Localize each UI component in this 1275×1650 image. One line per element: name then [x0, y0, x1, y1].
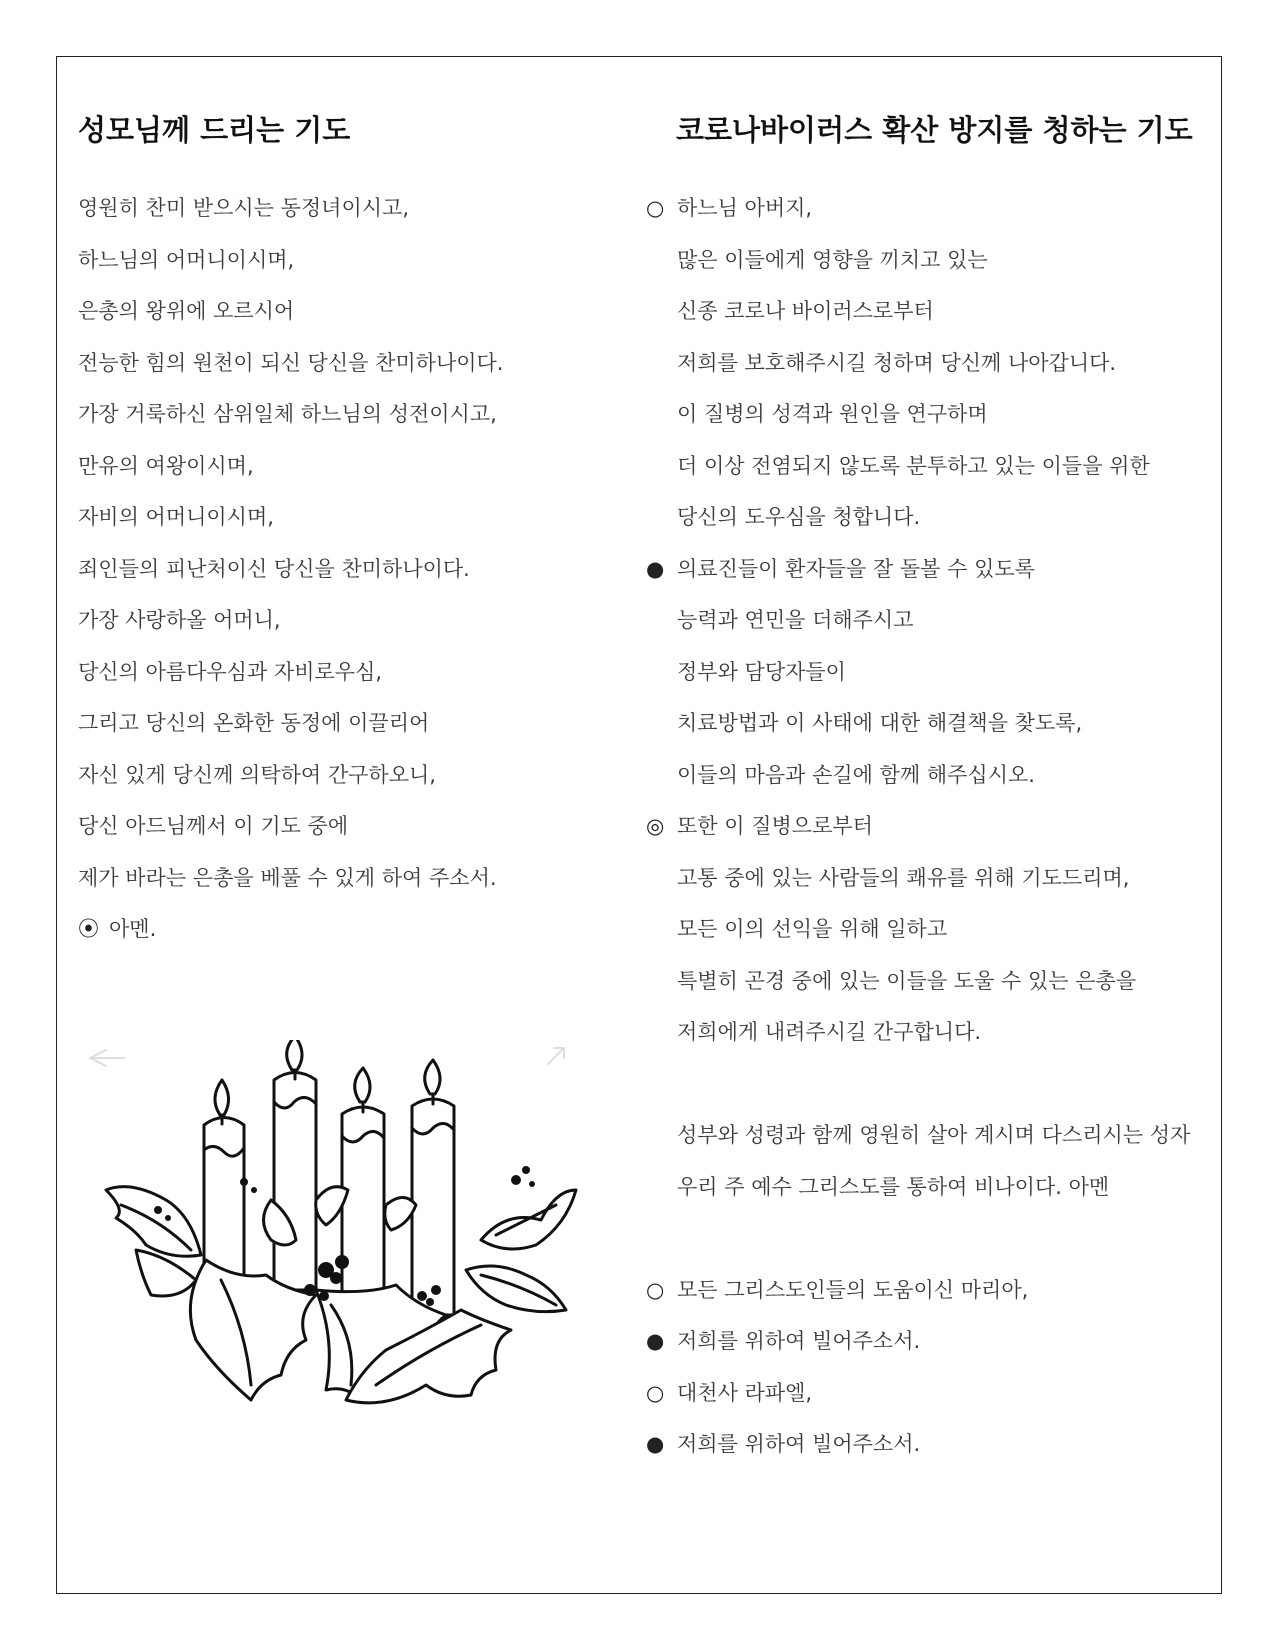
prayer-line: 당신의 아름다우심과 자비로우심,: [78, 659, 383, 684]
prayer-line: 모든 이의 선익을 위해 일하고: [677, 917, 948, 941]
prayer-line: 정부와 담당자들이: [677, 659, 846, 684]
prayer-line: 자신 있게 당신께 의탁하여 간구하오니,: [78, 762, 436, 787]
prayer-line: 치료방법과 이 사태에 대한 해결책을 찾도록,: [677, 711, 1083, 735]
closing-line: 성부와 성령과 함께 영원히 살아 계시며 다스리시는 성자: [677, 1123, 1191, 1147]
prayer-line: 가장 사랑하올 어머니,: [78, 608, 281, 632]
prayer-line: 저희를 보호해주시길 청하며 당신께 나아갑니다.: [677, 350, 1117, 375]
prayer-line: 신종 코로나 바이러스로부터: [677, 299, 934, 323]
leader-line: ○ 하느님 아버지,: [646, 183, 1206, 235]
prayer-line: 이들의 마음과 손길에 함께 해주십시오.: [677, 762, 1035, 787]
filled-circle-icon: ●: [646, 556, 665, 581]
prayer-line: 많은 이들에게 영향을 끼치고 있는: [677, 247, 988, 272]
prayer-line: 영원히 찬미 받으시는 동정녀이시고,: [78, 196, 409, 220]
litany-line: ● 저희를 위하여 빌어주소서.: [646, 1316, 1206, 1368]
response-line: ● 의료진들이 환자들을 잘 돌볼 수 있도록: [646, 544, 1206, 596]
covid-prayer: [646, 183, 1206, 1471]
marian-prayer: [78, 183, 638, 956]
prayer-line: 전능한 힘의 원천이 되신 당신을 찬미하나이다.: [78, 350, 504, 375]
prayer-line: 가장 거룩하신 삼위일체 하느님의 성전이시고,: [78, 402, 497, 426]
prayer-line: 저희에게 내려주시길 간구합니다.: [677, 1020, 982, 1044]
spacer: [646, 1059, 1206, 1111]
prayer-line: 능력과 연민을 더해주시고: [677, 608, 914, 632]
right-title: 코로나바이러스 확산 방지를 청하는 기도: [676, 113, 1193, 147]
prayer-line: 은총의 왕위에 오르시어: [78, 299, 295, 323]
prayer-line: 이 질병의 성격과 원인을 연구하며: [677, 402, 988, 426]
double-circle-icon: ◎: [646, 814, 665, 838]
prayer-line: 당신의 도우심을 청합니다.: [677, 505, 921, 529]
prayer-line: 하느님의 어머니이시며,: [78, 247, 295, 272]
amen-text: 아멘.: [109, 917, 157, 941]
dotted-circle-icon: ⦿: [78, 917, 99, 941]
open-circle-icon: ○: [646, 1277, 665, 1302]
litany-line: ● 저희를 위하여 빌어주소서.: [646, 1419, 1206, 1471]
litany-line: ○ 대천사 라파엘,: [646, 1368, 1206, 1420]
filled-circle-icon: ●: [646, 1329, 665, 1353]
advent-wreath-illustration: [86, 1040, 596, 1440]
prayer-line: 자비의 어머니이시며,: [78, 505, 274, 529]
prayer-line: 고통 중에 있는 사람들의 쾌유를 위해 기도드리며,: [677, 865, 1130, 890]
together-line: ◎ 또한 이 질병으로부터: [646, 801, 1206, 853]
prayer-line: 제가 바라는 은총을 베풀 수 있게 하여 주소서.: [78, 865, 497, 890]
filled-circle-icon: ●: [646, 1432, 665, 1456]
prayer-line: 만유의 여왕이시며,: [78, 453, 254, 478]
prayer-line: 죄인들의 피난처이신 당신을 찬미하나이다.: [78, 556, 470, 581]
open-circle-icon: ○: [646, 196, 665, 220]
prayer-line: 당신 아드님께서 이 기도 중에: [78, 814, 349, 838]
amen-line: [78, 904, 638, 956]
prayer-line: 그리고 당신의 온화한 동정에 이끌리어: [78, 711, 430, 735]
closing-line: 우리 주 예수 그리스도를 통하여 비나이다. 아멘: [677, 1174, 1110, 1199]
left-title: 성모님께 드리는 기도: [78, 113, 351, 147]
litany-line: ○ 모든 그리스도인들의 도움이신 마리아,: [646, 1265, 1206, 1317]
spacer: [646, 1213, 1206, 1265]
prayer-line: 특별히 곤경 중에 있는 이들을 도울 수 있는 은총을: [677, 968, 1137, 993]
open-circle-icon: ○: [646, 1380, 665, 1405]
prayer-line: 더 이상 전염되지 않도록 분투하고 있는 이들을 위한: [677, 453, 1150, 478]
